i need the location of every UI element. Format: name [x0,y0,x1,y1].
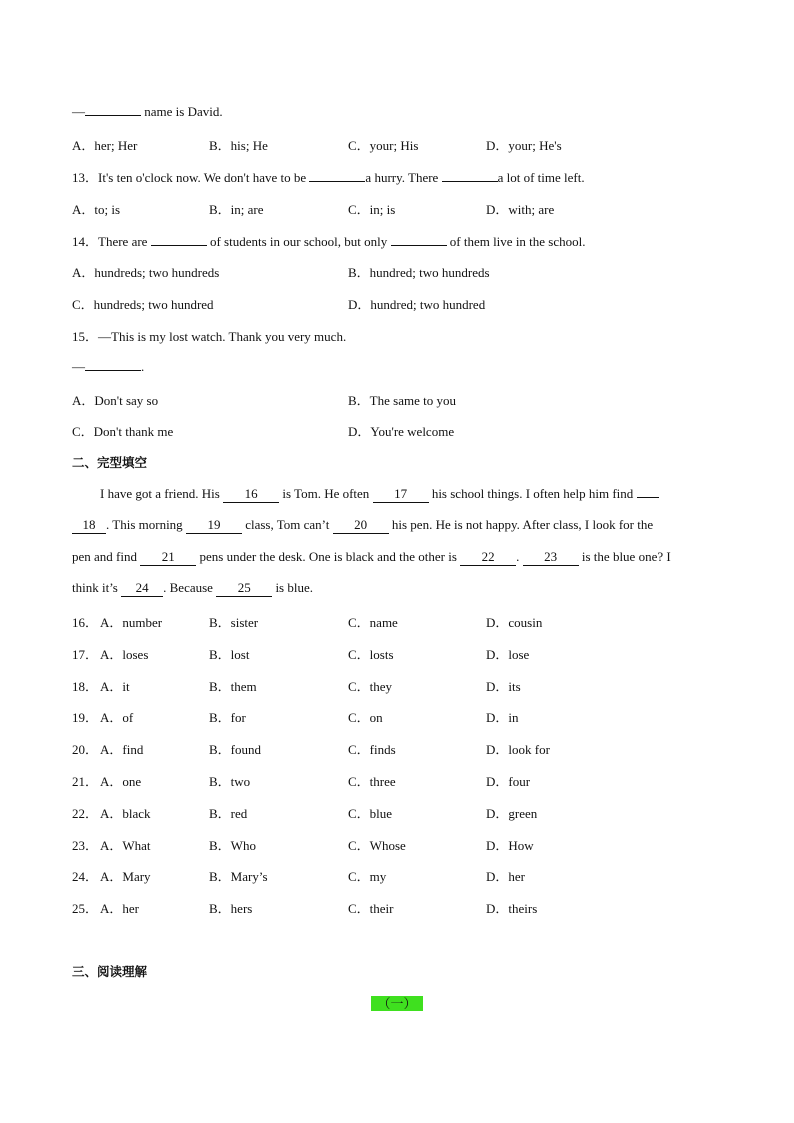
cloze-paragraph-line-1: I have got a friend. His 16 is Tom. He often 17 his school things. I often help him find [100,485,659,503]
cloze-paragraph-line-2: 18 . This morning 19 class, Tom can’t 20 his pen. He is not happy. After class, I look for the [72,517,653,534]
q15-option-b: B．The same to you [348,393,456,408]
cloze-question-number: 25． [72,901,99,917]
cloze-paragraph-line-3: pen and find 21 pens under the desk. One is black and the other is 22 . 23 is the blue one? I [72,549,671,564]
q15-reply: — . [72,359,145,374]
q12-answer-line: — name is David. [72,104,223,119]
q14-option-a: A．hundreds; two hundreds [72,265,220,280]
q15-stem: 15．—This is my lost watch. Thank you very much. [72,329,347,344]
cloze-option: C．they [348,678,393,694]
cloze-option: D．four [486,774,531,789]
q14-option-d: D．hundred; two hundred [348,297,486,312]
cloze-option: D．lose [486,646,530,662]
cloze-option: D．How [486,837,534,853]
cloze-question-number: 19． [72,710,99,726]
cloze-question-number: 20． [72,742,99,758]
cloze-option: A．loses [100,646,149,662]
cloze-option: D．theirs [486,901,538,917]
q13-option-b: B．in; are [209,202,264,217]
cloze-question-number: 18． [72,678,99,694]
cloze-option: D．her [486,869,525,885]
q14-stem: 14．There are of students in our school, but only of them live in the school. [72,234,586,249]
cloze-option: D．green [486,805,538,821]
q12-option-b: B．his; He [209,138,268,153]
cloze-option: D．cousin [486,615,543,630]
q12-option-a: A．her; Her [72,138,138,153]
cloze-question-number: 21． [72,774,99,789]
cloze-option: B．found [209,742,262,758]
cloze-option: A．one [100,774,142,789]
q12-option-d: D．your; He's [486,138,562,153]
q15-option-c: C．Don't thank me [72,424,174,439]
section-3-title: 三、阅读理解 [72,964,148,979]
cloze-option: B．Mary’s [209,869,268,885]
q15-option-a: A．Don't say so [72,393,159,408]
cloze-question-number: 23． [72,837,99,853]
cloze-option: C．blue [348,805,393,821]
q15-option-d: D．You're welcome [348,424,455,439]
cloze-option: A．Mary [100,869,151,885]
q14-option-c: C．hundreds; two hundred [72,297,214,312]
cloze-option: C．Whose [348,837,406,853]
cloze-option: A．find [100,742,144,758]
cloze-option: C．on [348,710,383,726]
cloze-option: A．number [100,615,163,630]
q13-option-d: D．with; are [486,202,555,217]
cloze-option: A．What [100,837,151,853]
cloze-question-number: 17． [72,646,99,662]
q14-option-b: B．hundred; two hundreds [348,265,490,280]
section-3-subtitle: （一） [0,993,794,1012]
cloze-question-number: 22． [72,805,99,821]
cloze-option: B．Who [209,837,256,853]
cloze-question-number: 16． [72,615,99,630]
cloze-option: C．name [348,615,398,630]
cloze-option: A．her [100,901,139,917]
cloze-option: C．their [348,901,394,917]
cloze-option: A．black [100,805,151,821]
cloze-option: C．finds [348,742,396,758]
cloze-option: D．its [486,678,521,694]
cloze-option: C．three [348,774,396,789]
q12-option-c: C．your; His [348,138,419,153]
blank [85,103,141,116]
cloze-option: B．for [209,710,246,726]
cloze-option: B．red [209,805,248,821]
cloze-option: B．hers [209,901,253,917]
cloze-option: D．look for [486,742,550,758]
cloze-option: A．it [100,678,130,694]
section-2-title: 二、完型填空 [72,455,148,470]
cloze-option: B．them [209,678,257,694]
cloze-option: A．of [100,710,134,726]
cloze-question-number: 24． [72,869,99,885]
cloze-option: D．in [486,710,519,726]
q13-option-c: C．in; is [348,202,396,217]
cloze-option: C．losts [348,646,394,662]
q13-option-a: A．to; is [72,202,121,217]
cloze-paragraph-line-4: think it’s 24 . Because 25 is blue. [72,580,313,595]
cloze-option: C．my [348,869,387,885]
cloze-option: B．lost [209,646,250,662]
cloze-option: B．sister [209,615,259,630]
cloze-option: B．two [209,774,251,789]
q13-stem: 13．It's ten o'clock now. We don't have to be a hurry. There a lot of time left. [72,170,585,185]
